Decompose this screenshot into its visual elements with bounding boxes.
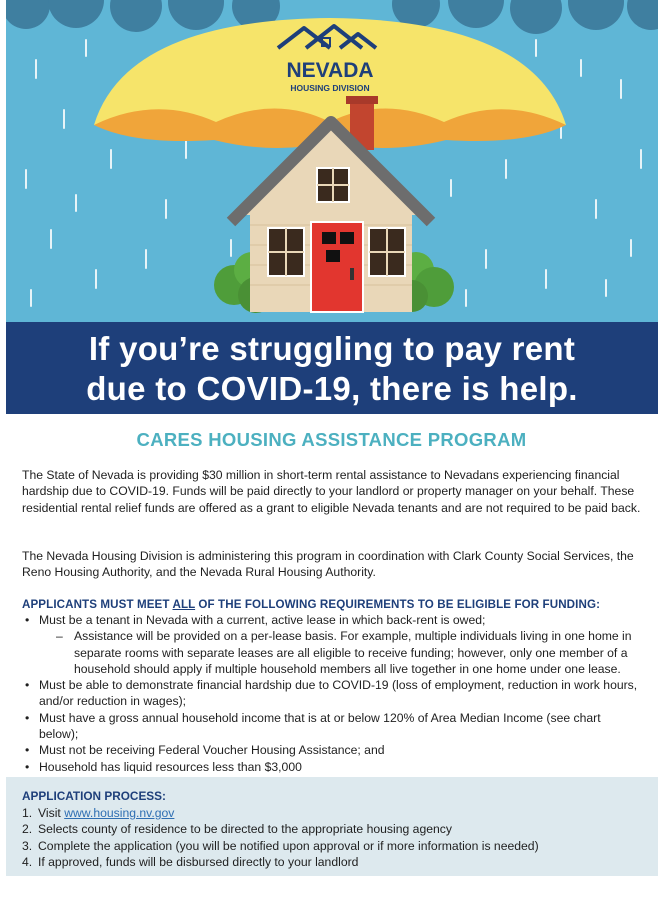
list-item: • Must be able to demonstrate financial hardship due to COVID-19 (loss of employment, reduction in work hours, and/or reduction in wages); (25, 678, 638, 709)
bullet-icon: • (25, 743, 30, 758)
headline-line-2: due to COVID-19, there is help. (86, 370, 578, 407)
list-item: 2. Selects county of residence to be directed to the appropriate housing agency (22, 822, 452, 837)
list-item: • Must be a tenant in Nevada with a current, active lease in which back-rent is owed; – Assistance will be provided on a per-lease basis. For example, multiple individuals living in one home in separate rooms with separate leases are all eligible to receive funding; however, only one member of a household should apply if multiple household members all live together in one home under one lease. (22, 612, 642, 677)
dash-icon: – (56, 629, 63, 644)
intro-paragraph-1: The State of Nevada is providing $30 million in short-term rental assistance to Nevadans experiencing financial hardship due to COVID-19. Funds will be paid directly to your landlord or property manager on your behalf. These residential rental relief funds are offered as a grant to eligible Nevada tenants and are not required to be paid back. (22, 468, 641, 515)
application-process-box (6, 777, 658, 876)
requirements-list (22, 612, 642, 775)
requirements-heading: APPLICANTS MUST MEET ALL OF THE FOLLOWING REQUIREMENTS TO BE ELIGIBLE FOR FUNDING: (22, 598, 601, 611)
housing-website-link[interactable]: www.housing.nv.gov (64, 806, 175, 820)
headline-line-1: If you’re struggling to pay rent (88, 330, 576, 367)
bullet-icon: • (25, 710, 30, 725)
application-heading: APPLICATION PROCESS: (22, 789, 166, 803)
application-steps (22, 805, 539, 870)
intro-paragraph-2: The Nevada Housing Division is administering this program in coordination with Clark County Social Services, the Reno Housing Authority, and the Nevada Rural Housing Authority. (22, 549, 634, 580)
house-under-umbrella-illustration (6, 0, 658, 322)
requirements-heading-emphasis: ALL (172, 598, 196, 611)
headline-banner (6, 322, 658, 414)
sub-list-item: – Assistance will be provided on a per-lease basis. For example, multiple individuals living in one home in separate rooms with separate leases are all eligible to receive funding; however, only one member of a household should apply if multiple household members all live together in one home under one lease. (56, 629, 632, 676)
list-item: • Must not be receiving Federal Voucher Housing Assistance; and (25, 743, 385, 758)
bullet-icon: • (25, 678, 30, 693)
sub-list (39, 628, 642, 677)
list-item: • Must have a gross annual household income that is at or below 120% of Area Median Income (see chart below); (25, 710, 601, 742)
hero-illustration (6, 0, 658, 322)
list-item: 1. Visit www.housing.nv.gov (22, 806, 175, 820)
bullet-icon: • (25, 613, 30, 627)
bullet-icon: • (25, 759, 30, 774)
list-item: 3. Complete the application (you will be notified upon approval or if more information is needed) (22, 838, 539, 853)
logo-subtitle: HOUSING DIVISION (290, 83, 370, 93)
list-item: 4. If approved, funds will be disbursed directly to your landlord (22, 854, 359, 869)
program-title: CARES HOUSING ASSISTANCE PROGRAM (136, 429, 527, 450)
list-item: • Household has liquid resources less than $3,000 (25, 759, 302, 774)
logo-name: NEVADA (286, 59, 374, 82)
front-door (311, 222, 363, 312)
